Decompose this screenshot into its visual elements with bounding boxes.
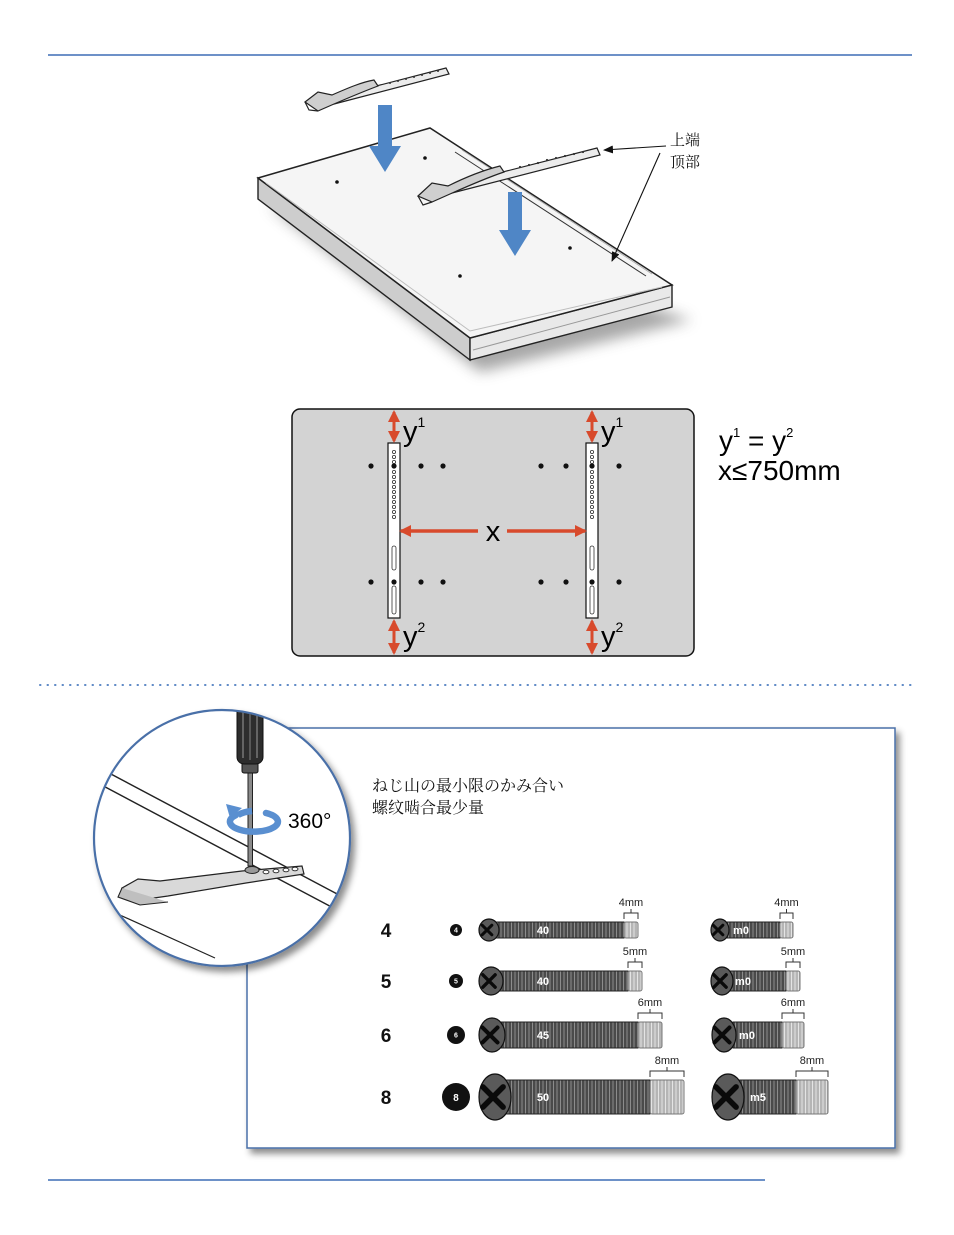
short-screw-shaft [738, 1080, 796, 1114]
short-min-thread-label: 4mm [774, 897, 799, 909]
long-min-thread-label: 8mm [654, 1055, 680, 1067]
short-screw-thread-tip [796, 1080, 828, 1114]
long-screw-shaft [500, 1022, 638, 1048]
bracket-upper [305, 68, 449, 111]
long-screw-shaft [498, 971, 628, 991]
long-screw-thread-tip [628, 971, 642, 991]
label-y2-left: $y^2$ [403, 619, 426, 653]
mount-hole [423, 156, 427, 160]
mount-hole [335, 180, 339, 184]
short-screw-marking: m0 [735, 976, 751, 988]
label-pointer [612, 153, 660, 261]
bracket-right [586, 443, 598, 618]
top-edge-label-zh: 顶部 [670, 153, 701, 171]
detail-magnifier [94, 710, 350, 966]
long-screw-marking: 50 [536, 1092, 550, 1104]
short-screw-marking: m0 [739, 1030, 755, 1042]
size-badge-number: 6 [454, 1032, 458, 1040]
screw-size-label: 4 [380, 921, 392, 942]
formula-equal-offsets: $y^1 = y^2$ [719, 425, 794, 456]
long-min-thread-label: 4mm [618, 897, 644, 909]
long-min-thread-label: 5mm [622, 946, 648, 958]
rotation-label: 360° [288, 810, 332, 833]
short-screw-marking: m5 [750, 1092, 766, 1104]
top-edge-label-ja: 上端 [670, 131, 701, 149]
label-y1-right: $y^1$ [601, 414, 624, 448]
formula-max-spacing: x≤750mm [718, 455, 841, 486]
size-badge-number: 8 [453, 1093, 459, 1105]
label-x: x [485, 516, 501, 548]
size-badge-number: 4 [454, 927, 458, 935]
long-screw-thread-tip [650, 1080, 684, 1114]
screw-size-label: 8 [380, 1088, 392, 1109]
short-screw-thread-tip [782, 1022, 804, 1048]
short-screw-thread-tip [780, 922, 793, 938]
long-screw-marking: 40 [536, 976, 550, 988]
label-y1-left: $y^1$ [403, 414, 426, 448]
screw-size-label: 6 [380, 1026, 392, 1047]
thread-title-ja: ねじ山の最小限のかみ合い [372, 776, 565, 795]
short-min-thread-label: 5mm [780, 946, 806, 958]
spacing-diagram [292, 409, 694, 656]
long-screw-marking: 40 [536, 925, 550, 937]
long-screw-thread-tip [624, 922, 638, 938]
size-badge-number: 5 [454, 978, 458, 986]
long-screw-marking: 45 [536, 1030, 550, 1042]
short-min-thread-label: 8mm [799, 1055, 825, 1067]
screw-size-label: 5 [380, 972, 392, 993]
short-screw-thread-tip [786, 971, 800, 991]
label-y2-right: $y^2$ [601, 619, 624, 653]
long-screw-thread-tip [638, 1022, 662, 1048]
long-screw-shaft [505, 1080, 650, 1114]
bracket-left [388, 443, 400, 618]
long-min-thread-label: 6mm [637, 997, 663, 1009]
mount-hole [458, 274, 462, 278]
long-screw-shaft [496, 922, 624, 938]
short-min-thread-label: 6mm [780, 997, 806, 1009]
thread-title-zh: 螺纹啮合最少量 [372, 798, 485, 817]
panel-illustration [258, 128, 692, 372]
mount-hole [568, 246, 572, 250]
label-pointer [604, 146, 666, 150]
short-screw-marking: m0 [733, 925, 749, 937]
